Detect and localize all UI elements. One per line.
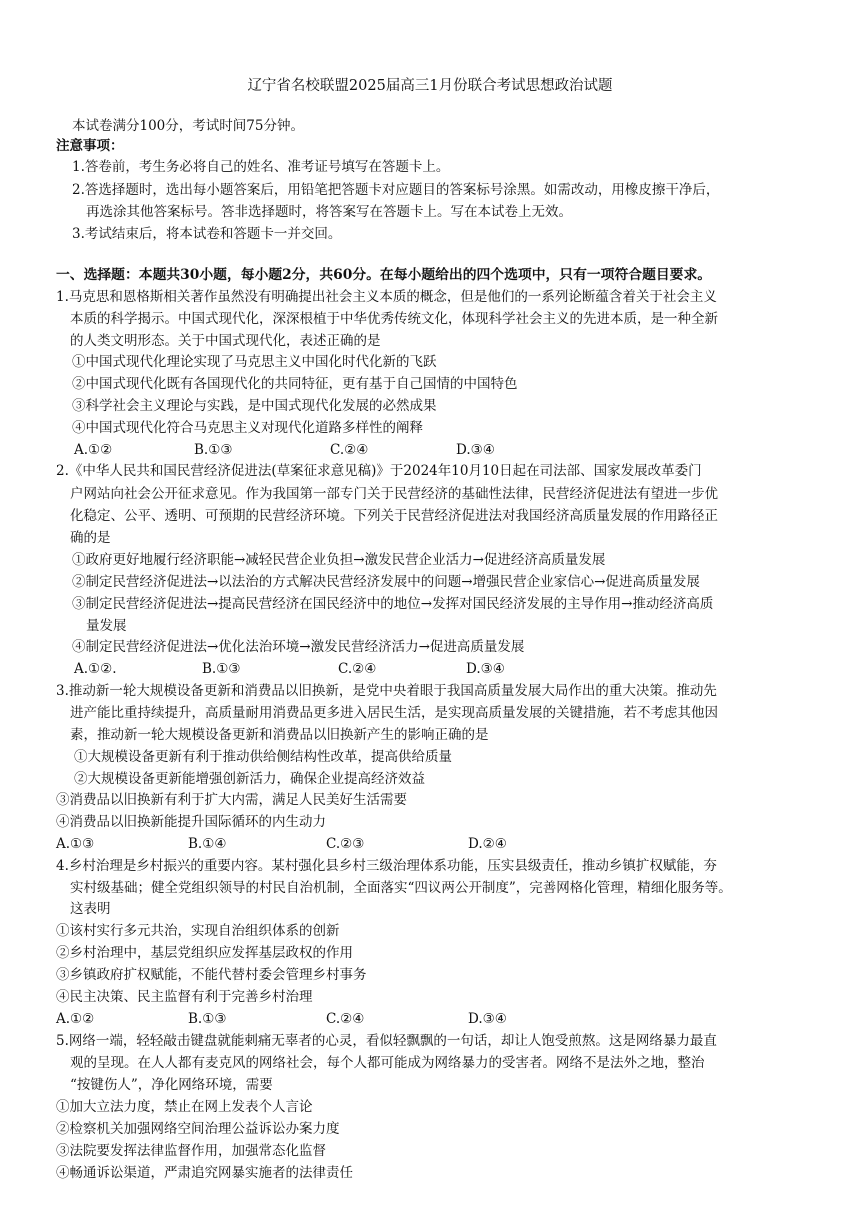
notes-heading: 注意事项： [56, 138, 124, 154]
q1-stem-1: 1.马克思和恩格斯相关著作虽然没有明确提出社会主义本质的概念，但是他们的一系列论断蕴含着关于社会主义 [56, 289, 717, 305]
q4-item-3: ③乡镇政府扩权赋能，不能代替村委会管理乡村事务 [56, 967, 367, 983]
q2-option-c: C.②④ [338, 661, 377, 677]
q3-stem-1: 3.推动新一轮大规模设备更新和消费品以旧换新，是党中央着眼于我国高质量发展大局作出的重大决策。推动先 [56, 683, 717, 699]
note-3: 3.考试结束后，将本试卷和答题卡一并交回。 [72, 226, 342, 242]
q3-options [56, 834, 576, 854]
q3-item-2: ②大规模设备更新能增强创新活力，确保企业提高经济效益 [74, 771, 425, 787]
q4-stem-3: 这表明 [70, 901, 111, 917]
q4-option-a: A.①② [56, 1011, 95, 1027]
q2-option-b: B.①③ [202, 661, 241, 677]
q3-item-1: ①大规模设备更新有利于推动供给侧结构性改革，提高供给质量 [74, 749, 452, 765]
q2-item-4: ④制定民营经济促进法→优化法治环境→激发民营经济活力→促进高质量发展 [72, 639, 525, 655]
q4-option-c: C.②④ [326, 1011, 365, 1027]
q5-stem-2: 观的呈现。在人人都有麦克风的网络社会，每个人都可能成为网络暴力的受害者。网络不是法外之地，整治 [70, 1055, 705, 1071]
q5-stem-3: “按键伤人”，净化网络环境，需要 [70, 1077, 273, 1093]
q1-stem-3: 的人类文明形态。关于中国式现代化，表述正确的是 [70, 333, 381, 349]
q4-item-4: ④民主决策、民主监督有利于完善乡村治理 [56, 989, 313, 1005]
q5-item-1: ①加大立法力度，禁止在网上发表个人言论 [56, 1099, 313, 1115]
q3-option-b: B.①④ [188, 836, 227, 852]
q3-item-4: ④消费品以旧换新能提升国际循环的内生动力 [56, 814, 326, 830]
q2-option-d: D.③④ [466, 661, 505, 677]
q4-option-d: D.③④ [468, 1011, 507, 1027]
q3-stem-2: 进产能比重持续提升，高质量耐用消费品更多进入居民生活，是实现高质量发展的关键措施，若不考虑其他因 [70, 705, 718, 721]
q1-item-4: ④中国式现代化符合马克思主义对现代化道路多样性的阐释 [72, 420, 423, 436]
q2-stem-3: 化稳定、公平、透明、可预期的民营经济环境。下列关于民营经济促进法对我国经济高质量发展的作用路径正 [70, 508, 718, 524]
q3-option-d: D.②④ [468, 836, 507, 852]
intro-text: 本试卷满分100分，考试时间75分钟。 [72, 118, 304, 134]
q2-stem-1: 2.《中华人民共和国民营经济促进法(草案征求意见稿)》于2024年10月10日起在司法部、国家发展改革委门 [56, 463, 702, 479]
q1-options [74, 440, 574, 460]
q5-item-2: ②检察机关加强网络空间治理公益诉讼办案力度 [56, 1121, 340, 1137]
q2-options [74, 659, 574, 679]
q4-options [56, 1009, 576, 1029]
q2-stem-2: 户网站向社会公开征求意见。作为我国第一部专门关于民营经济的基础性法律，民营经济促进法有望进一步优 [70, 486, 718, 502]
q4-item-1: ①该村实行多元共治，实现自治组织体系的创新 [56, 923, 340, 939]
q5-item-3: ③法院要发挥法律监督作用，加强常态化监督 [56, 1143, 326, 1159]
note-1: 1.答卷前，考生务必将自己的姓名、准考证号填写在答题卡上。 [72, 159, 450, 175]
q4-option-b: B.①③ [188, 1011, 227, 1027]
q4-item-2: ②乡村治理中，基层党组织应发挥基层政权的作用 [56, 945, 353, 961]
q1-item-2: ②中国式现代化既有各国现代化的共同特征，更有基于自己国情的中国特色 [72, 376, 518, 392]
note-2: 2.答选择题时，选出每小题答案后，用铅笔把答题卡对应题目的答案标号涂黑。如需改动，用橡皮擦干净后， [72, 182, 720, 198]
q3-stem-3: 素，推动新一轮大规模设备更新和消费品以旧换新产生的影响正确的是 [70, 727, 489, 743]
q1-option-a: A.①② [74, 442, 113, 458]
q1-option-c: C.②④ [330, 442, 369, 458]
q2-item-3: ③制定民营经济促进法→提高民营经济在国民经济中的地位→发挥对国民经济发展的主导作用→推动经济高质 [72, 596, 714, 612]
note-2-cont: 再选涂其他答案标号。答非选择题时，将答案写在答题卡上。写在本试卷上无效。 [86, 204, 572, 220]
q2-item-3-cont: 量发展 [86, 618, 127, 634]
q2-item-1: ①政府更好地履行经济职能→减轻民营企业负担→激发民营企业活力→促进经济高质量发展 [72, 552, 606, 568]
q2-option-a: A.①②. [74, 661, 117, 677]
q4-stem-1: 4.乡村治理是乡村振兴的重要内容。某村强化县乡村三级治理体系功能，压实县级责任，推动乡镇扩权赋能，夯 [56, 858, 717, 874]
q1-stem-2: 本质的科学揭示。中国式现代化，深深根植于中华优秀传统文化，体现科学社会主义的先进本质，是一种全新 [70, 311, 718, 327]
section-heading: 一、选择题：本题共30小题，每小题2分，共60分。在每小题给出的四个选项中，只有一项符合题目要求。 [56, 267, 712, 283]
q3-item-3: ③消费品以旧换新有利于扩大内需，满足人民美好生活需要 [56, 792, 407, 808]
q3-option-a: A.①③ [56, 836, 95, 852]
q1-item-1: ①中国式现代化理论实现了马克思主义中国化时代化新的飞跃 [72, 354, 437, 370]
exam-title: 辽宁省名校联盟2025届高三1月份联合考试思想政治试题 [247, 78, 613, 94]
q5-stem-1: 5.网络一端，轻轻敲击键盘就能刺痛无辜者的心灵，看似轻飘飘的一句话，却让人饱受煎熬。这是网络暴力最直 [56, 1033, 717, 1049]
q1-item-3: ③科学社会主义理论与实践，是中国式现代化发展的必然成果 [72, 398, 437, 414]
q2-item-2: ②制定民营经济促进法→以法治的方式解决民营经济发展中的问题→增强民营企业家信心→促进高质量发展 [72, 574, 700, 590]
q4-stem-2: 实村级基础；健全党组织领导的村民自治机制，全面落实“四议两公开制度”，完善网格化管理，精细化服务等。 [70, 880, 732, 896]
q5-item-4: ④畅通诉讼渠道，严肃追究网暴实施者的法律责任 [56, 1165, 353, 1181]
q1-option-d: D.③④ [456, 442, 495, 458]
q2-stem-4: 确的是 [70, 530, 111, 546]
q3-option-c: C.②③ [326, 836, 365, 852]
q1-option-b: B.①③ [194, 442, 233, 458]
